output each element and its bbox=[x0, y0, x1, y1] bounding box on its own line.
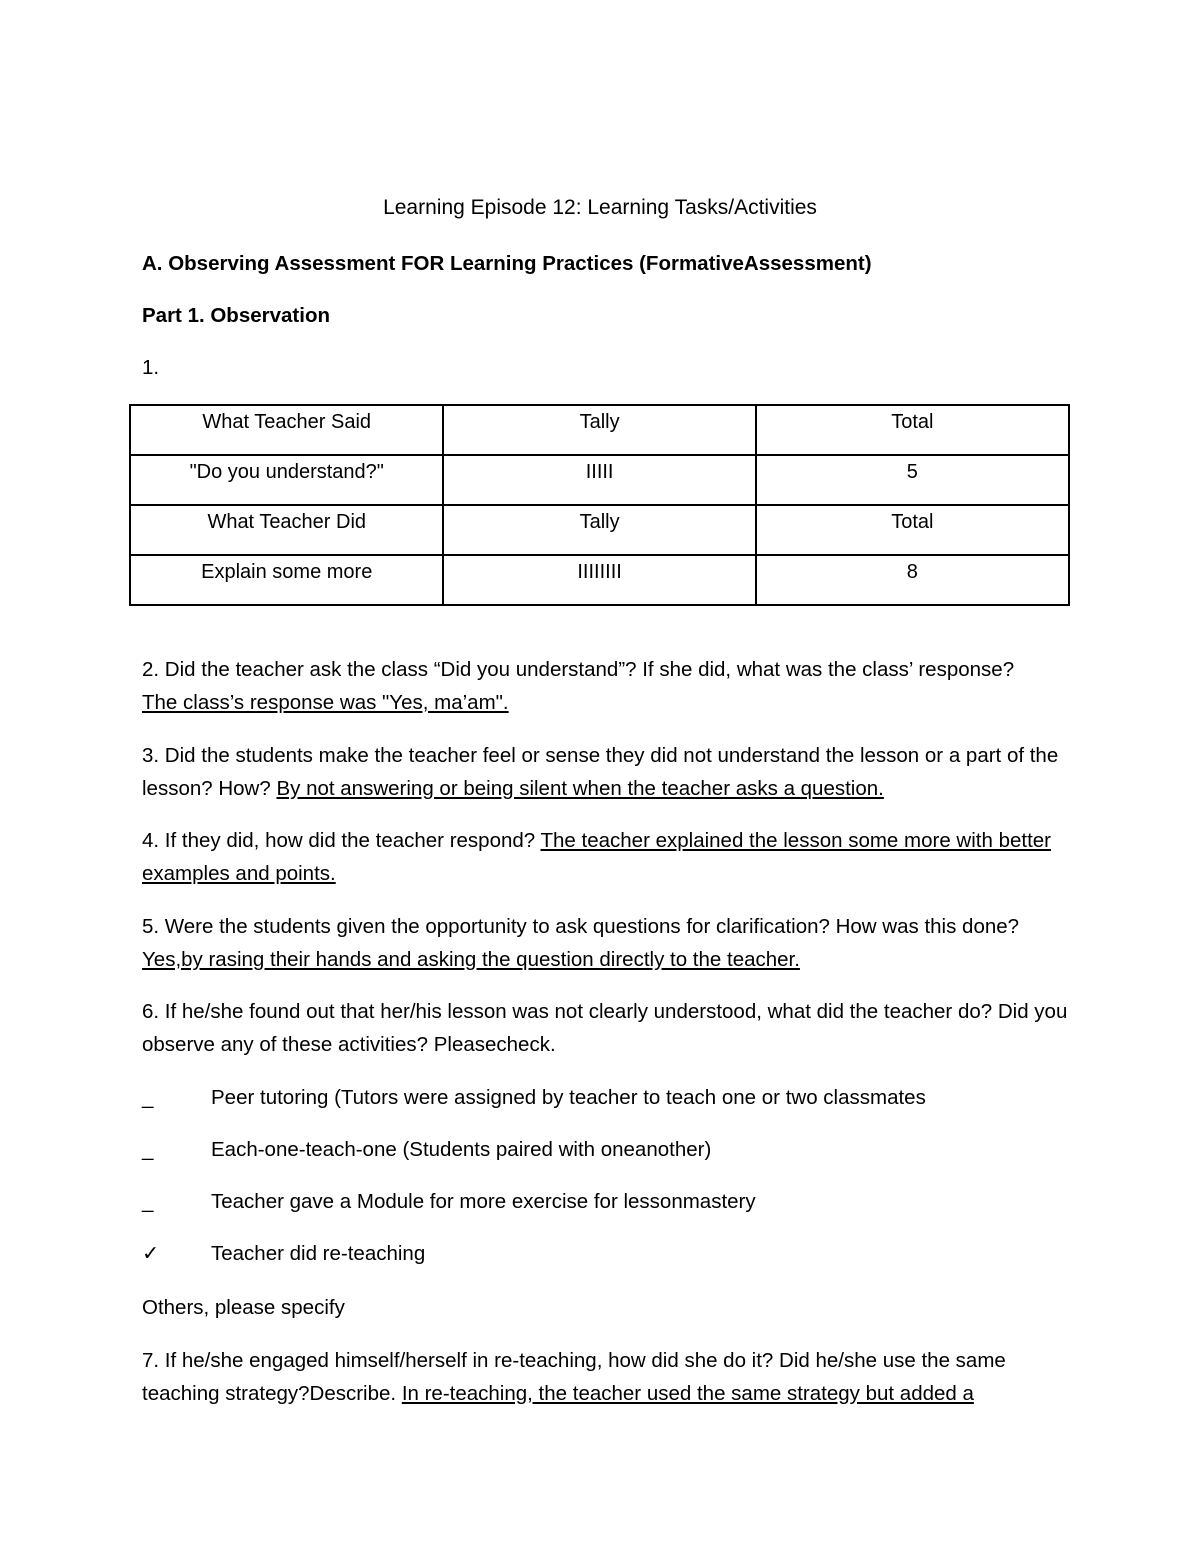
checklist-item bbox=[142, 1084, 926, 1112]
table-row bbox=[130, 505, 1069, 555]
checklist-item bbox=[142, 1240, 425, 1268]
table-cell: 8 bbox=[756, 555, 1069, 605]
question-5-text: 5. Were the students given the opportunity to ask questions for clarification? How was this done? bbox=[142, 915, 1020, 938]
section-a-heading: A. Observing Assessment FOR Learning Practices (FormativeAssessment) bbox=[142, 252, 872, 275]
answer-2: The class’s response was "Yes, ma’am". bbox=[142, 690, 509, 714]
table-cell: Total bbox=[756, 405, 1069, 455]
table-cell: "Do you understand?" bbox=[130, 455, 443, 505]
question-7-text: 7. If he/she engaged himself/herself in re-teaching, how did she do it? Did he/she use the same teaching strategy?Describe. bbox=[142, 1349, 1006, 1405]
answer-4: The teacher explained the lesson some more with better examples and points. bbox=[142, 829, 1051, 885]
question-4 bbox=[142, 825, 1072, 890]
question-3 bbox=[142, 740, 1072, 805]
table-cell: Explain some more bbox=[130, 555, 443, 605]
others-specify: Others, please specify bbox=[142, 1296, 345, 1319]
table-row bbox=[130, 405, 1069, 455]
checklist-label: Teacher gave a Module for more exercise for lessonmastery bbox=[211, 1190, 756, 1213]
question-2-text: 2. Did the teacher ask the class “Did you understand”? If she did, what was the class’ response? bbox=[142, 658, 1015, 681]
check-mark: _ bbox=[142, 1086, 154, 1109]
table-cell: Tally bbox=[443, 405, 755, 455]
table-cell: What Teacher Did bbox=[130, 505, 443, 555]
check-mark: _ bbox=[142, 1190, 154, 1213]
table-cell: IIIIIIII bbox=[443, 555, 755, 605]
checklist-label: Each-one-teach-one (Students paired with oneanother) bbox=[211, 1138, 712, 1161]
checklist-item bbox=[142, 1136, 711, 1164]
checklist-label: Teacher did re-teaching bbox=[211, 1242, 426, 1265]
item-1-label: 1. bbox=[142, 356, 160, 379]
table-cell: Total bbox=[756, 505, 1069, 555]
question-7 bbox=[142, 1345, 1072, 1410]
question-6-text: 6. If he/she found out that her/his lesson was not clearly understood, what did the teacher do? Did you observe any of these activities? Pleasecheck. bbox=[142, 1000, 1068, 1056]
table-cell: IIIII bbox=[443, 455, 755, 505]
table-cell: Tally bbox=[443, 505, 755, 555]
answer-3: By not answering or being silent when the teacher asks a question. bbox=[276, 776, 884, 800]
table-row bbox=[130, 555, 1069, 605]
question-2 bbox=[142, 654, 1072, 719]
table-row bbox=[130, 455, 1069, 505]
question-6 bbox=[142, 996, 1072, 1061]
answer-5: Yes,by rasing their hands and asking the question directly to the teacher. bbox=[142, 947, 800, 971]
page-title: Learning Episode 12: Learning Tasks/Activities bbox=[383, 196, 817, 219]
part1-heading: Part 1. Observation bbox=[142, 304, 330, 327]
answer-7: In re-teaching, the teacher used the same strategy but added a bbox=[401, 1381, 974, 1405]
question-4-text: 4. If they did, how did the teacher respond? bbox=[142, 829, 541, 852]
checklist-item bbox=[142, 1188, 756, 1216]
question-5 bbox=[142, 911, 1072, 976]
table-cell: 5 bbox=[756, 455, 1069, 505]
question-3-text: 3. Did the students make the teacher feel or sense they did not understand the lesson or a part of the lesson? How? bbox=[142, 744, 1059, 800]
check-mark: _ bbox=[142, 1138, 154, 1161]
observation-table bbox=[129, 404, 1070, 606]
checklist-label: Peer tutoring (Tutors were assigned by teacher to teach one or two classmates bbox=[211, 1086, 926, 1109]
checkmark-icon: ✓ bbox=[142, 1242, 160, 1265]
table-cell: What Teacher Said bbox=[130, 405, 443, 455]
